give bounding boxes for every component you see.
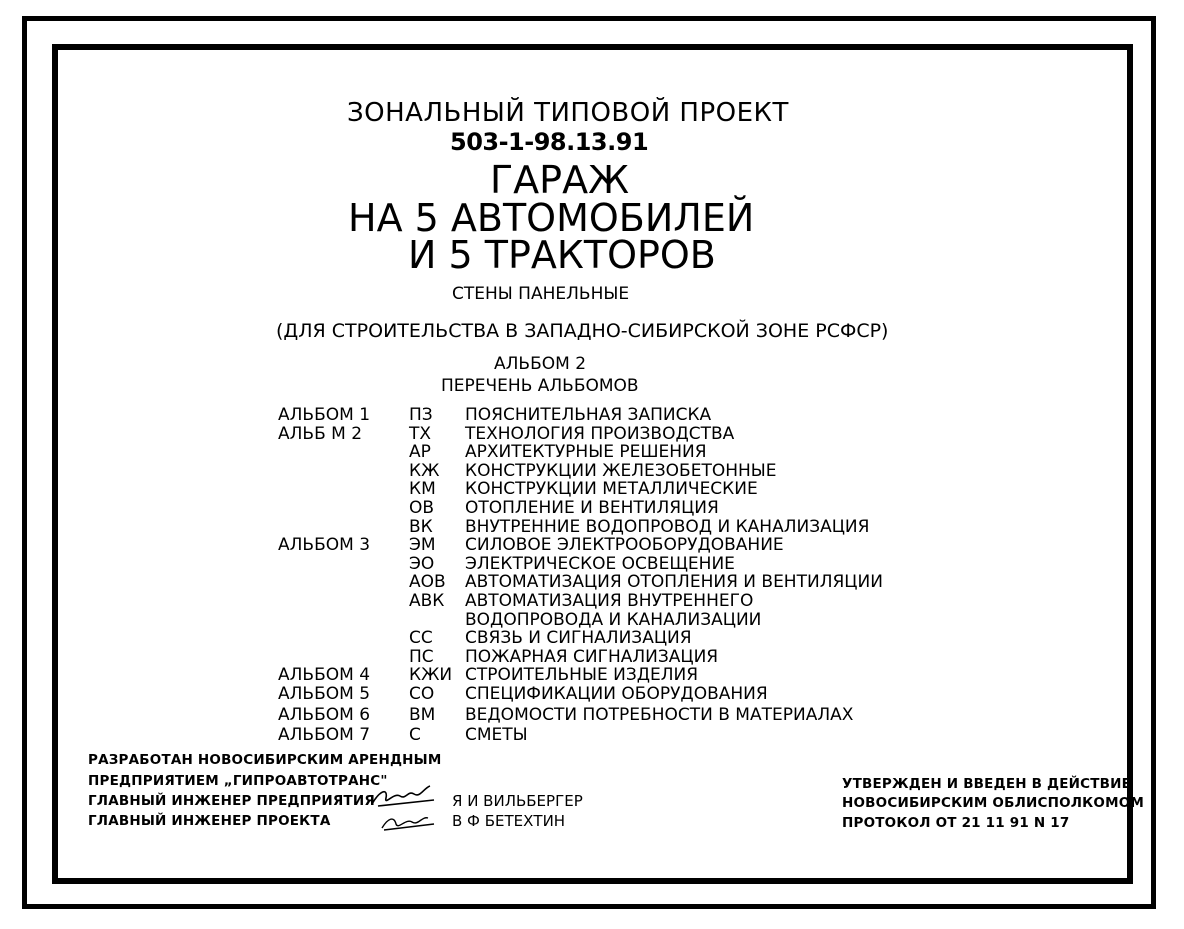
section-code-cell: СО (409, 683, 435, 704)
section-code-cell: АВК (409, 590, 445, 611)
section-code-cell: КЖ (409, 460, 440, 481)
section-code-cell: КЖИ (409, 665, 453, 686)
album-list-title: ПЕРЕЧЕНЬ АЛЬБОМОВ (441, 376, 639, 396)
album-number-cell: АЛЬБОМ 4 (278, 665, 371, 686)
section-name-cell: КОНСТРУКЦИИ МЕТАЛЛИЧЕСКИЕ (465, 479, 758, 500)
chief-engineer-project-label: ГЛАВНЫЙ ИНЖЕНЕР ПРОЕКТА (88, 813, 331, 829)
section-name-cell: СТРОИТЕЛЬНЫЕ ИЗДЕЛИЯ (465, 665, 699, 686)
section-code-cell: ПС (409, 646, 434, 667)
chief-engineer-enterprise-label: ГЛАВНЫЙ ИНЖЕНЕР ПРЕДПРИЯТИЯ (88, 793, 375, 809)
section-name-cell: ПОЯСНИТЕЛЬНАЯ ЗАПИСКА (465, 405, 712, 425)
approval-line3: ПРОТОКОЛ ОТ 21 11 91 N 17 (842, 815, 1070, 831)
section-code-cell: С (409, 725, 421, 746)
project-code: 503-1-98.13.91 (450, 128, 649, 156)
project-series: ЗОНАЛЬНЫЙ ТИПОВОЙ ПРОЕКТ (347, 98, 789, 128)
section-name-cell: ОТОПЛЕНИЕ И ВЕНТИЛЯЦИЯ (465, 497, 719, 518)
section-name-cell: СВЯЗЬ И СИГНАЛИЗАЦИЯ (465, 628, 692, 649)
section-code-cell: СС (409, 628, 433, 649)
project-name-line2: НА 5 АВТОМОБИЛЕЙ (348, 196, 755, 240)
album-number-cell: АЛЬБ М 2 (278, 423, 363, 444)
section-name-cell: ПОЖАРНАЯ СИГНАЛИЗАЦИЯ (465, 646, 719, 667)
project-name-line1: ГАРАЖ (490, 158, 630, 202)
developer-line1: РАЗРАБОТАН НОВОСИБИРСКИМ АРЕНДНЫМ (88, 752, 442, 768)
section-name-cell: АРХИТЕКТУРНЫЕ РЕШЕНИЯ (465, 442, 707, 463)
section-code-cell: ОВ (409, 497, 435, 518)
section-name-cell: ВЕДОМОСТИ ПОТРЕБНОСТИ В МАТЕРИАЛАХ (465, 704, 854, 725)
album-number-cell: АЛЬБОМ 5 (278, 683, 371, 704)
section-code-cell: ЭМ (409, 535, 436, 556)
approval-line1: УТВЕРЖДЕН И ВВЕДЕН В ДЕЙСТВИЕ (842, 776, 1132, 792)
project-engineer-name: В Ф БЕТЕХТИН (452, 812, 566, 830)
album-number-cell: АЛЬБОМ 6 (278, 704, 371, 725)
section-name-cell: СМЕТЫ (465, 725, 528, 746)
purpose-note: (ДЛЯ СТРОИТЕЛЬСТВА В ЗАПАДНО-СИБИРСКОЙ ЗОНЕ РСФСР) (276, 320, 889, 342)
section-code-cell: АР (409, 442, 431, 463)
album-number-cell: АЛЬБОМ 1 (278, 405, 371, 425)
walls-type: СТЕНЫ ПАНЕЛЬНЫЕ (452, 284, 630, 304)
approval-line2: НОВОСИБИРСКИМ ОБЛИСПОЛКОМОМ (842, 795, 1145, 811)
album-number-cell: АЛЬБОМ 7 (278, 725, 371, 746)
section-name-cell: ЭЛЕКТРИЧЕСКОЕ ОСВЕЩЕНИЕ (465, 553, 735, 574)
section-code-cell: ЭО (409, 553, 435, 574)
section-code-cell: ТХ (409, 423, 432, 444)
section-name-cell: СПЕЦИФИКАЦИИ ОБОРУДОВАНИЯ (465, 683, 768, 704)
section-name-cell: АВТОМАТИЗАЦИЯ ВНУТРЕННЕГО (465, 590, 754, 611)
section-code-cell: ПЗ (409, 405, 433, 425)
section-code-cell: ВК (409, 516, 433, 537)
section-code-cell: АОВ (409, 572, 446, 593)
developer-line2: ПРЕДПРИЯТИЕМ „ГИПРОАВТОТРАНС" (88, 773, 388, 789)
section-code-cell: КМ (409, 479, 436, 500)
section-name-cell: ТЕХНОЛОГИЯ ПРОИЗВОДСТВА (465, 423, 735, 444)
album-number-cell: АЛЬБОМ 3 (278, 535, 371, 556)
section-name-cell: ВНУТРЕННИЕ ВОДОПРОВОД И КАНАЛИЗАЦИЯ (465, 516, 870, 537)
section-name-cell: КОНСТРУКЦИИ ЖЕЛЕЗОБЕТОННЫЕ (465, 460, 777, 481)
album-number: АЛЬБОМ 2 (494, 354, 587, 374)
section-name-cell: СИЛОВОЕ ЭЛЕКТРООБОРУДОВАНИЕ (465, 535, 784, 556)
project-name-line3: И 5 ТРАКТОРОВ (408, 233, 716, 277)
enterprise-engineer-name: Я И ВИЛЬБЕРГЕР (452, 792, 583, 810)
section-name-cell: ВОДОПРОВОДА И КАНАЛИЗАЦИИ (465, 609, 762, 630)
signature-project (378, 810, 438, 834)
signature-enterprise (368, 782, 440, 812)
section-name-cell: АВТОМАТИЗАЦИЯ ОТОПЛЕНИЯ И ВЕНТИЛЯЦИИ (465, 572, 883, 593)
section-code-cell: ВМ (409, 704, 436, 725)
